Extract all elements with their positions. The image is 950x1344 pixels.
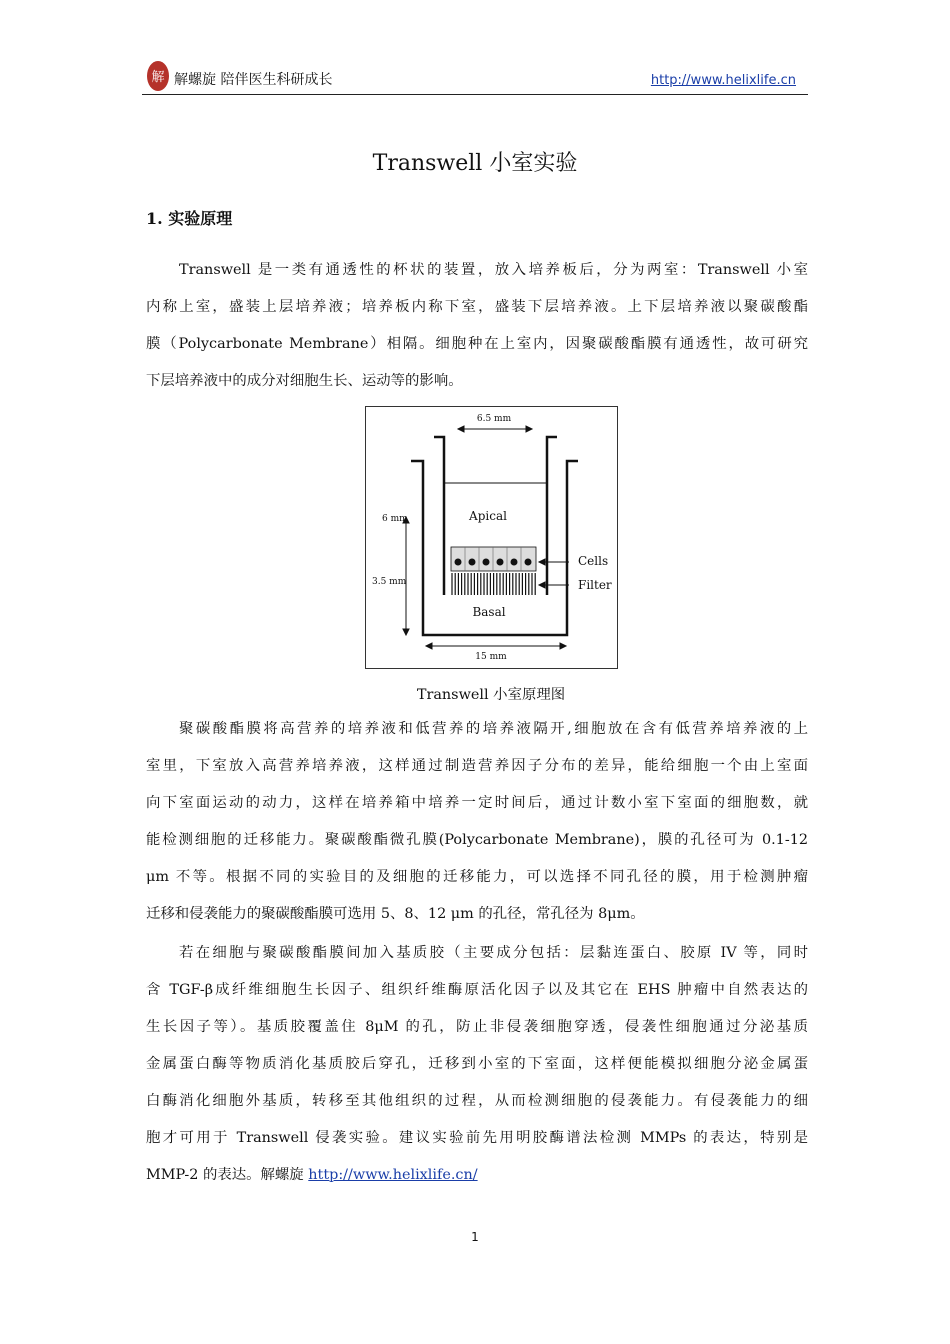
text-line: 迁移和侵袭能力的聚碳酸酯膜可选用 5、8、12 μm 的孔径，常孔径为 8μm。 — [146, 906, 645, 922]
text-line: 白酶消化细胞外基质，转移至其他组织的过程，从而检测细胞的侵袭能力。有侵袭能力的细 — [146, 1093, 808, 1109]
paragraph-intro — [146, 252, 808, 400]
dim-height-inner-label: 3.5 mm — [372, 577, 407, 587]
filter-membrane — [452, 573, 535, 595]
filter-label: Filter — [578, 578, 612, 592]
figure-caption: Transwell 小室原理图 — [416, 687, 566, 703]
text-line: 含 TGF-β成纤维细胞生长因子、组织纤维酶原活化因子以及其它在 EHS 肿瘤中自然表达的 — [146, 982, 808, 998]
text-line: 聚碳酸酯膜将高营养的培养液和低营养的培养液隔开,细胞放在含有低营养培养液的上 — [179, 721, 808, 737]
dim-width-label: 6.5 mm — [476, 414, 512, 424]
text-line: 胞才可用于 Transwell 侵袭实验。建议实验前先用明胶酶谱法检测 MMPs 的表达，特别是 — [146, 1130, 808, 1146]
dim-bottom-label: 15 mm — [475, 652, 507, 662]
text-line: 金属蛋白酶等物质消化基质胶后穿孔，迁移到小室的下室面，这样便能模拟细胞分泌金属蛋 — [146, 1056, 808, 1072]
text-line: 内称上室，盛装上层培养液；培养板内称下室，盛装下层培养液。上下层培养液以聚碳酸酯 — [146, 299, 808, 315]
text-line: 下层培养液中的成分对细胞生长、运动等的影响。 — [146, 373, 463, 389]
text-line — [146, 1157, 808, 1194]
basal-label: Basal — [472, 605, 506, 619]
text-line: 向下室面运动的动力，这样在培养箱中培养一定时间后，通过计数小室下室面的细胞数，就 — [146, 795, 808, 811]
paragraph-invasion — [146, 935, 808, 1194]
text-line: μm 不等。根据不同的实验目的及细胞的迁移能力，可以选择不同孔径的膜，用于检测肿瘤 — [146, 869, 808, 885]
text-line: 室里，下室放入高营养培养液，这样通过制造营养因子分布的差异，能给细胞一个由上室面 — [146, 758, 808, 774]
helixlife-logo-icon — [146, 60, 170, 92]
text-run: MMP-2 的表达。解螺旋 — [146, 1167, 309, 1183]
cells-label: Cells — [578, 554, 609, 568]
transwell-diagram — [365, 406, 618, 669]
brand-text: 解螺旋 陪伴医生科研成长 — [174, 72, 333, 88]
helixlife-link[interactable]: http://www.helixlife.cn/ — [308, 1167, 478, 1183]
dim-height-outer-label: 6 mm — [382, 514, 408, 524]
apical-label: Apical — [469, 509, 507, 523]
text-line: 膜（Polycarbonate Membrane）相隔。细胞种在上室内，因聚碳酸酯膜有通透性，故可研究 — [146, 336, 808, 352]
page-number: 1 — [471, 1230, 479, 1244]
page-header — [142, 58, 808, 95]
section-heading-principle: 1. 实验原理 — [146, 209, 233, 228]
paragraph-migration — [146, 711, 808, 933]
svg-text:解: 解 — [151, 70, 165, 85]
page-title: Transwell 小室实验 — [372, 151, 578, 176]
header-url-link[interactable]: http://www.helixlife.cn — [650, 73, 796, 88]
text-line: 能检测细胞的迁移能力。聚碳酸酯微孔膜(Polycarbonate Membrane)，膜的孔径可为 0.1-12 — [146, 832, 808, 848]
cell-layer — [451, 547, 536, 571]
text-line: Transwell 是一类有通透性的杯状的装置，放入培养板后，分为两室：Transwell 小室 — [179, 262, 808, 278]
text-line: 生长因子等）。基质胶覆盖住 8μM 的孔，防止非侵袭细胞穿透，侵袭性细胞通过分泌基质 — [146, 1019, 808, 1035]
text-line: 若在细胞与聚碳酸酯膜间加入基质胶（主要成分包括：层黏连蛋白、胶原 IV 等，同时 — [179, 945, 808, 961]
